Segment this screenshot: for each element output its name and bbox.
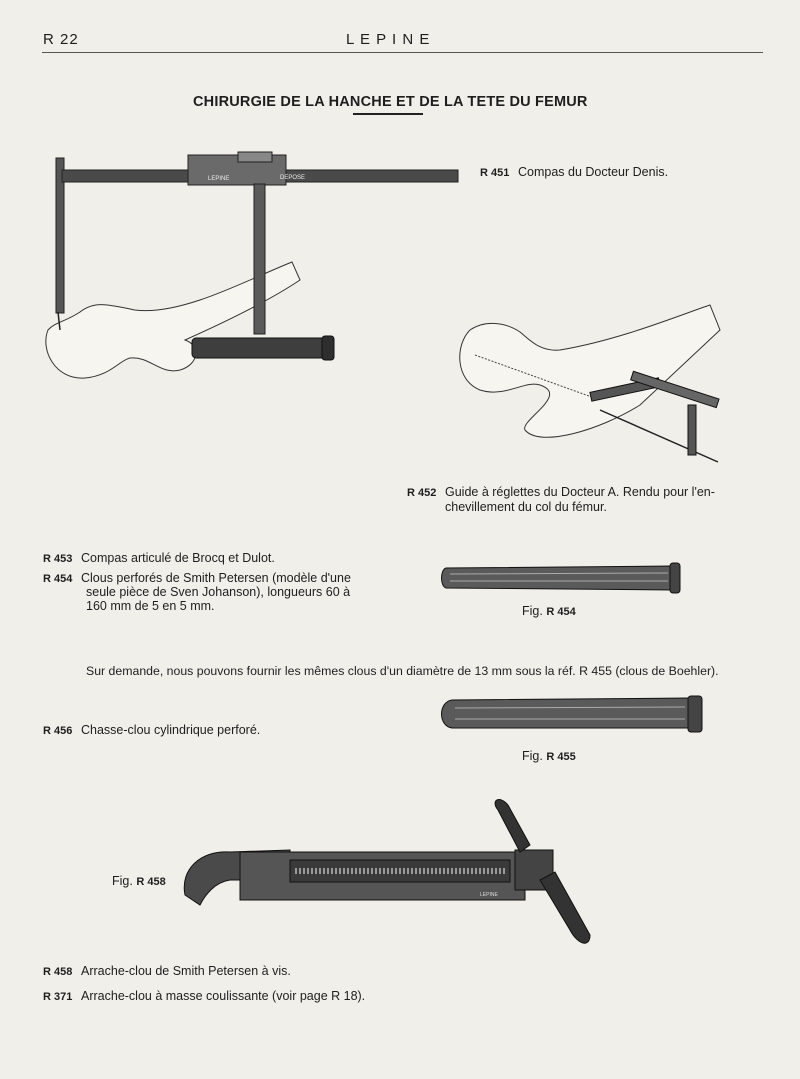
item-r452: R 452 Guide à réglettes du Docteur A. Rendu pour l'en-	[407, 485, 715, 499]
page-reference: R 22	[43, 31, 79, 48]
item-r454-line2: seule pièce de Sven Johanson), longueurs 60 à	[86, 585, 351, 599]
item-r371: R 371 Arrache-clou à masse coulissante (voir page R 18).	[43, 989, 366, 1003]
t-handle-lower	[540, 872, 590, 943]
compass-engraving-left: LEPINE	[208, 176, 230, 182]
item-r453: R 453 Compas articulé de Brocq et Dulot.	[43, 551, 275, 565]
availability-note: Sur demande, nous pouvons fournir les mêmes clous d'un diamètre de 13 mm sous la réf. R 455 (clous de Boehler).	[86, 664, 719, 678]
t-handle-upper	[495, 800, 530, 852]
extractor-engraving: LEPINE	[480, 892, 498, 898]
item-r456: R 456 Chasse-clou cylindrique perforé.	[43, 723, 261, 737]
item-r458: R 458 Arrache-clou de Smith Petersen à vis.	[43, 964, 291, 978]
page-title: CHIRURGIE DE LA HANCHE ET DE LA TETE DU FEMUR	[193, 94, 588, 110]
fig-r458-caption: Fig. R 458	[112, 874, 166, 888]
brand-name: L E P I N E	[346, 31, 431, 48]
compass-engraving-right: DEPOSE	[280, 175, 306, 181]
item-r454-line3: 160 mm de 5 en 5 mm.	[86, 599, 215, 613]
item-r454: R 454 Clous perforés de Smith Petersen (modèle d'une	[43, 571, 351, 585]
item-r452-line2: chevillement du col du fémur.	[445, 500, 607, 514]
item-r451: R 451 Compas du Docteur Denis.	[480, 165, 669, 179]
fig-r455-caption: Fig. R 455	[522, 749, 576, 763]
fig-r454-caption: Fig. R 454	[522, 604, 576, 618]
